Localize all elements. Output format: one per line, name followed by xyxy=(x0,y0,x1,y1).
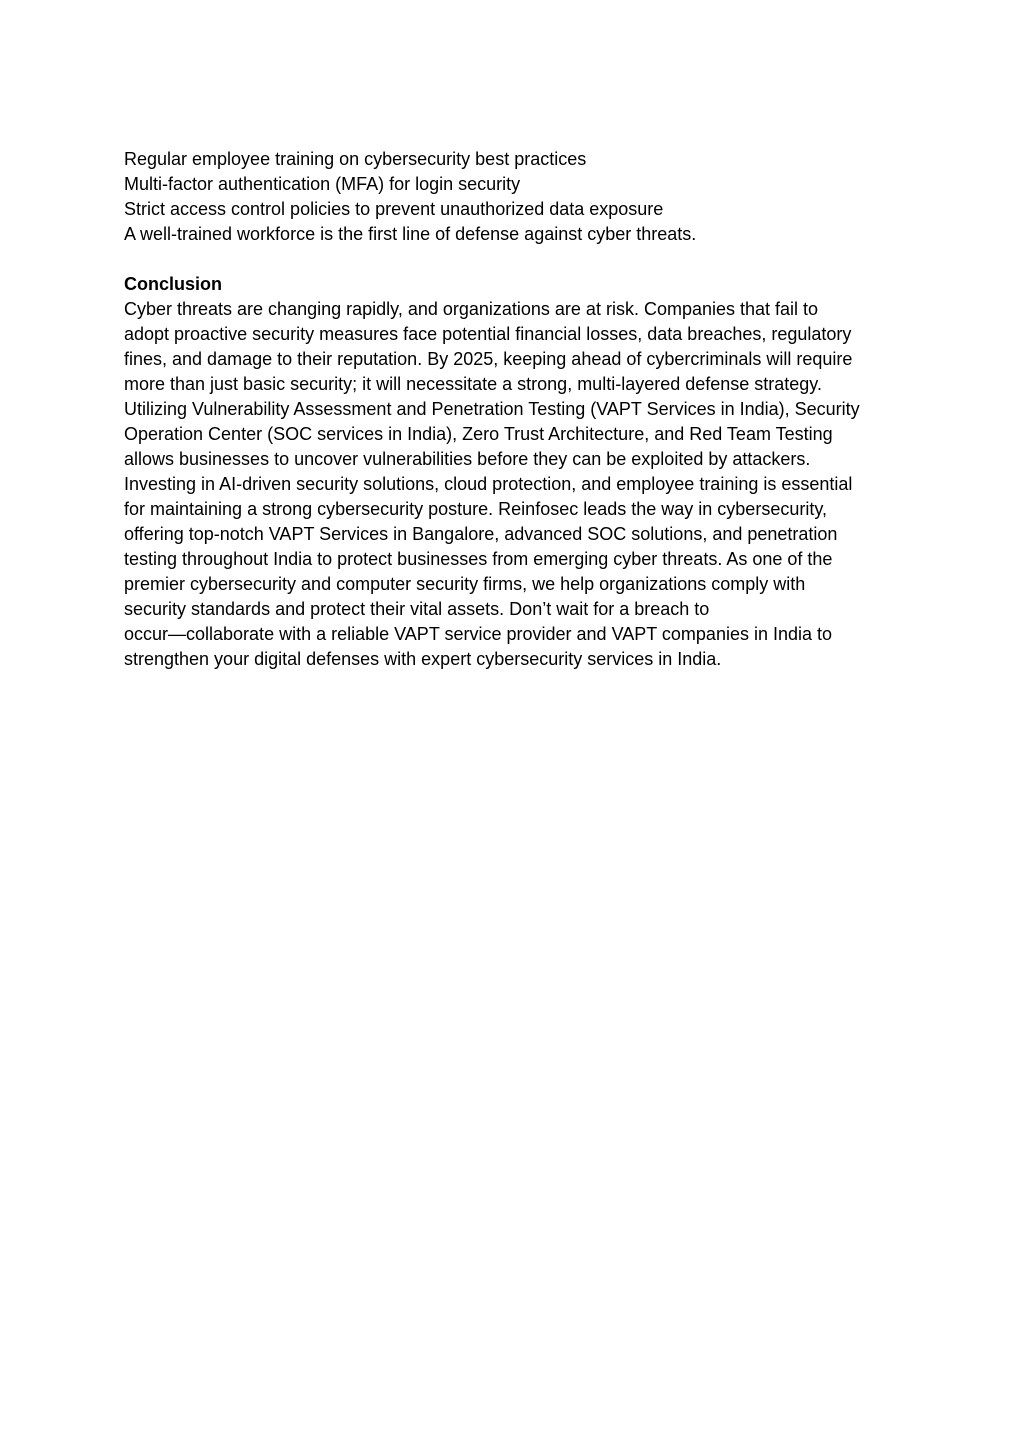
paragraph-line: Investing in AI-driven security solutions, cloud protection, and employee training is essential xyxy=(124,474,853,494)
paragraph-line: testing throughout India to protect businesses from emerging cyber threats. As one of the xyxy=(124,549,833,569)
conclusion-section xyxy=(124,272,914,672)
paragraph-line: premier cybersecurity and computer security firms, we help organizations comply with xyxy=(124,574,806,594)
security-measures-list xyxy=(124,147,914,247)
paragraph-line: Operation Center (SOC services in India), Zero Trust Architecture, and Red Team Testing xyxy=(124,424,833,444)
paragraph-line: Utilizing Vulnerability Assessment and Penetration Testing (VAPT Services in India), Security xyxy=(124,399,860,419)
conclusion-heading: Conclusion xyxy=(124,274,222,294)
document-page xyxy=(124,147,914,672)
paragraph-line: allows businesses to uncover vulnerabilities before they can be exploited by attackers. xyxy=(124,449,811,469)
paragraph-line: for maintaining a strong cybersecurity posture. Reinfosec leads the way in cybersecurity, xyxy=(124,499,827,519)
paragraph-line: Cyber threats are changing rapidly, and organizations are at risk. Companies that fail to xyxy=(124,299,819,319)
paragraph-line: adopt proactive security measures face potential financial losses, data breaches, regulatory xyxy=(124,324,852,344)
paragraph-line: security standards and protect their vital assets. Don’t wait for a breach to xyxy=(124,599,710,619)
list-item: A well-trained workforce is the first line of defense against cyber threats. xyxy=(124,224,697,244)
paragraph-line: strengthen your digital defenses with expert cybersecurity services in India. xyxy=(124,649,722,669)
paragraph-line: more than just basic security; it will necessitate a strong, multi-layered defense strategy. xyxy=(124,374,822,394)
list-item: Multi-factor authentication (MFA) for login security xyxy=(124,174,521,194)
paragraph-spacer xyxy=(124,247,914,272)
list-item: Regular employee training on cybersecurity best practices xyxy=(124,149,587,169)
paragraph-line: offering top-notch VAPT Services in Bangalore, advanced SOC solutions, and penetration xyxy=(124,524,838,544)
paragraph-line: occur—collaborate with a reliable VAPT service provider and VAPT companies in India to xyxy=(124,624,833,644)
list-item: Strict access control policies to prevent unauthorized data exposure xyxy=(124,199,664,219)
paragraph-line: fines, and damage to their reputation. By 2025, keeping ahead of cybercriminals will require xyxy=(124,349,853,369)
conclusion-paragraph xyxy=(124,297,914,672)
